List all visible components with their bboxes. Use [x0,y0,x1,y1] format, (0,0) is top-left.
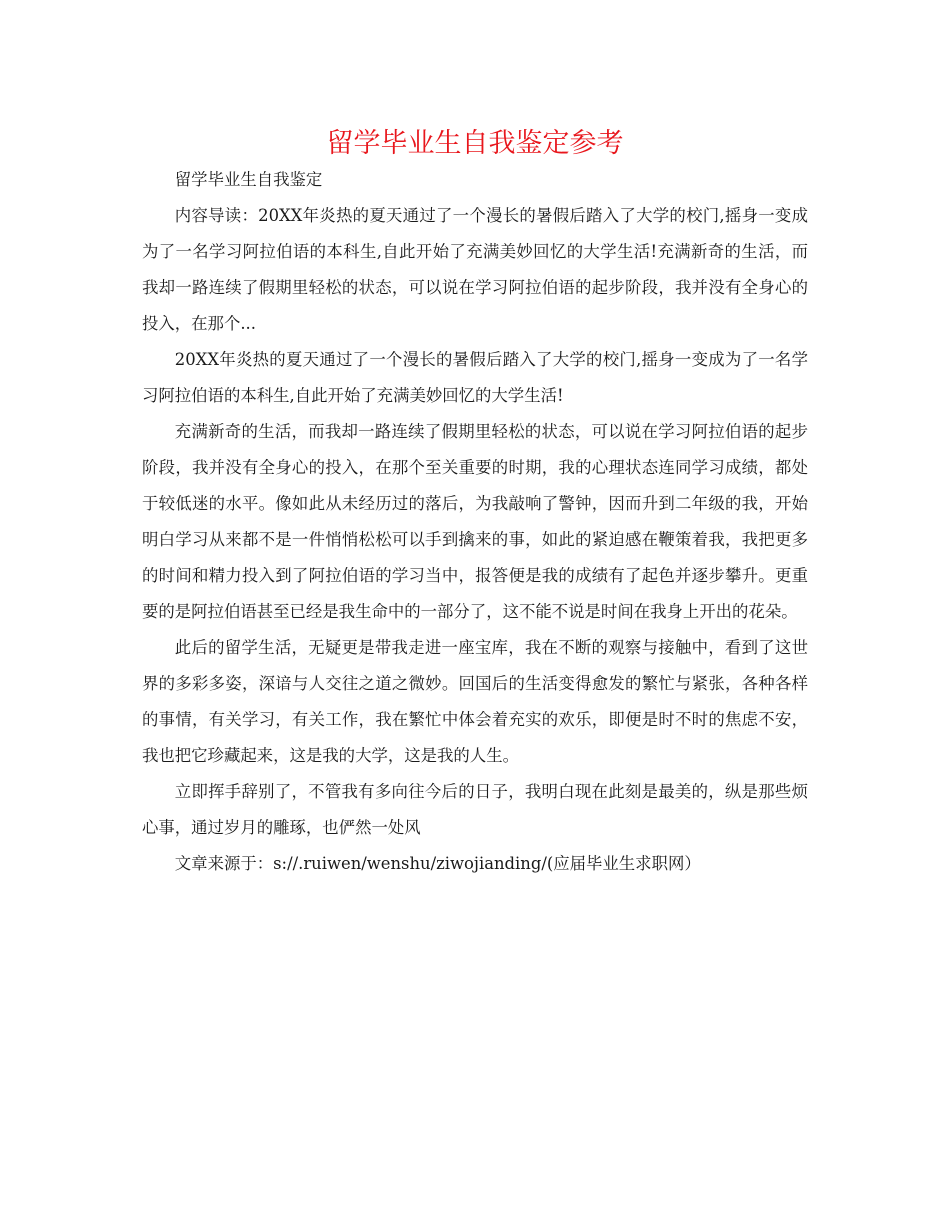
paragraph-study: 充满新奇的生活，而我却一路连续了假期里轻松的状态，可以说在学习阿拉伯语的起步阶段，我并没有全身心的投入，在那个至关重要的时期，我的心理状态连同学习成绩，都处于较低迷的水平。像如此从未经历过的落后，为我敲响了警钟，因而升到二年级的我，开始明白学习从来都不是一件悄悄松松可以手到擒来的事，如此的紧迫感在鞭策着我，我把更多的时间和精力投入到了阿拉伯语的学习当中，报答便是我的成绩有了起色并逐步攀升。更重要的是阿拉伯语甚至已经是我生命中的一部分了，这不能不说是时间在我身上开出的花朵。 [142,422,808,621]
paragraph-subtitle: 留学毕业生自我鉴定 [174,170,323,189]
document-body [142,162,808,882]
paragraph-abroad: 此后的留学生活，无疑更是带我走进一座宝库，我在不断的观察与接触中，看到了这世界的多彩多姿，深谙与人交往之道之微妙。回国后的生活变得愈发的繁忙与紧张，各种各样的事情，有关学习，有关工作，我在繁忙中体会着充实的欢乐，即便是时不时的焦虑不安，我也把它珍藏起来，这是我的大学，这是我的人生。 [142,638,808,765]
paragraph-source: 文章来源于：s://.ruiwen/wenshu/ziwojianding/(应届毕业生求职网） [174,854,701,873]
paragraph-farewell: 立即挥手辞别了，不管我有多向往今后的日子，我明白现在此刻是最美的，纵是那些烦心事，通过岁月的雕琢，也俨然一处风 [142,782,808,837]
paragraph-summary: 内容导读：20XX年炎热的夏天通过了一个漫长的暑假后踏入了大学的校门,摇身一变成为了一名学习阿拉伯语的本科生,自此开始了充满美妙回忆的大学生活!充满新奇的生活，而我却一路连续了假期里轻松的状态，可以说在学习阿拉伯语的起步阶段，我并没有全身心的投入，在那个... [142,206,808,333]
document-title: 留学毕业生自我鉴定参考 [326,128,624,159]
paragraph-intro: 20XX年炎热的夏天通过了一个漫长的暑假后踏入了大学的校门,摇身一变成为了一名学习阿拉伯语的本科生,自此开始了充满美妙回忆的大学生活! [142,350,808,405]
